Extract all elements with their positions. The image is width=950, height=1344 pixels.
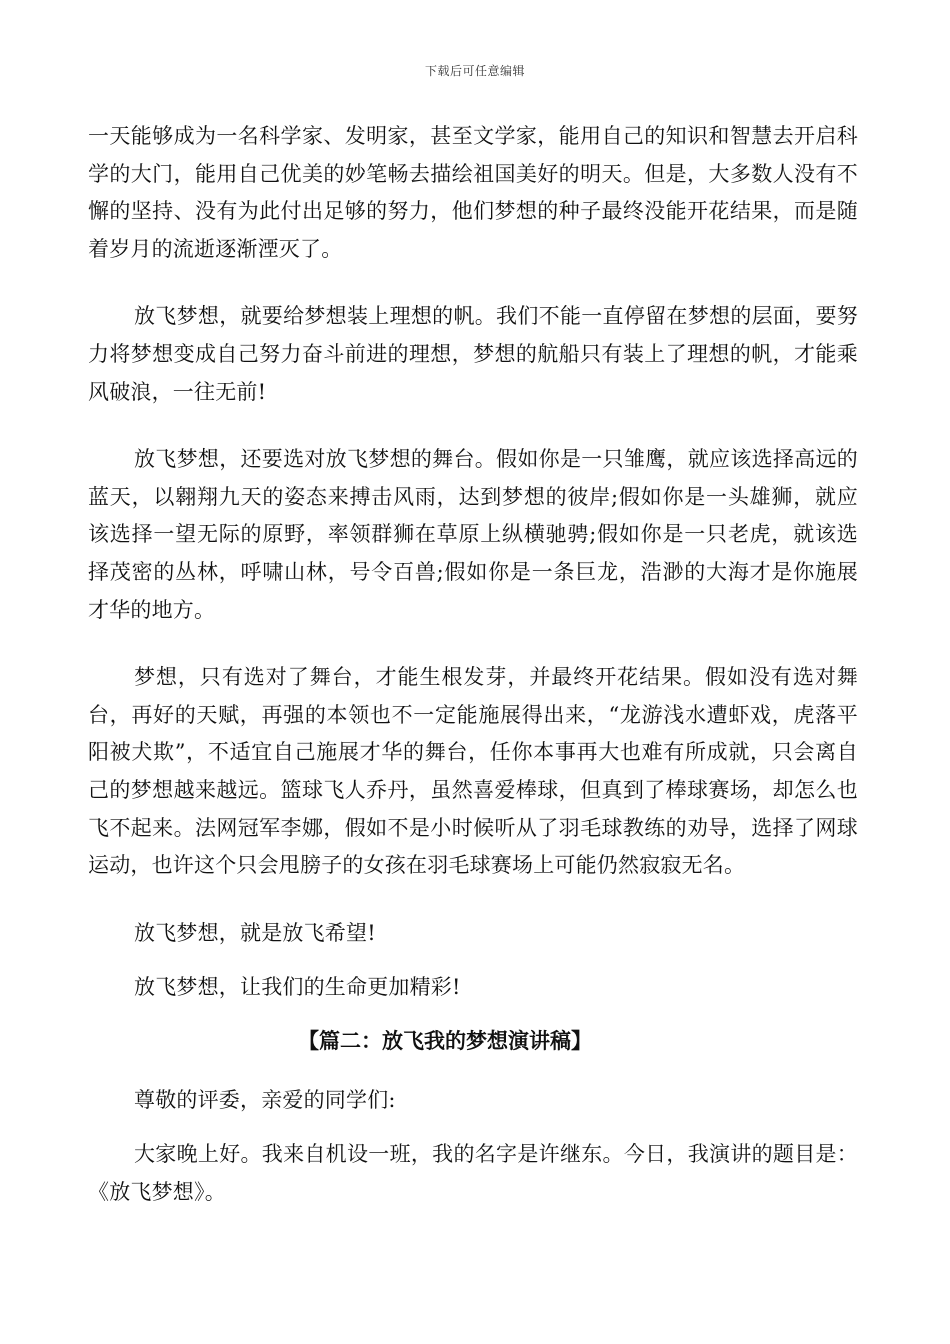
salutation: 尊敬的评委，亲爱的同学们: bbox=[134, 1087, 396, 1112]
paragraph-4: 梦想，只有选对了舞台，才能生根发芽，并最终开花结果。假如没有选对舞台，再好的天赋，再强的本领也不一定能施展得出来，“龙游浅水遭虾戏，虎落平阳被犬欺”，不适宜自己施展才华的舞台，任你本事再大也难有所成就，只会离自己的梦想越来越远。篮球飞人乔丹，虽然喜爱棒球，但真到了棒球赛场，却怎么也飞不起来。法网冠军李娜，假如不是小时候听从了羽毛球教练的劝导，选择了网球运动，也许这个只会甩膀子的女孩在羽毛球赛场上可能仍然寂寂无名。 bbox=[88, 665, 858, 878]
speech-intro: 大家晚上好。我来自机设一班，我的名字是许继东。今日，我演讲的题目是：《放飞梦想》。 bbox=[88, 1142, 858, 1205]
paragraph-6: 放飞梦想，让我们的生命更加精彩! bbox=[134, 975, 461, 1000]
paragraph-2: 放飞梦想，就要给梦想装上理想的帆。我们不能一直停留在梦想的层面，要努力将梦想变成自己努力奋斗前进的理想，梦想的航船只有装上了理想的帆，才能乘风破浪，一往无前! bbox=[88, 304, 858, 404]
document-body bbox=[88, 118, 858, 1242]
section-title: 【篇二：放飞我的梦想演讲稿】 bbox=[298, 1028, 592, 1053]
page-header: 下载后可任意编辑 bbox=[424, 64, 525, 78]
paragraph-3: 放飞梦想，还要选对放飞梦想的舞台。假如你是一只雏鹰，就应该选择高远的蓝天，以翱翔九天的姿态来搏击风雨，达到梦想的彼岸;假如你是一头雄狮，就应该选择一望无际的原野，率领群狮在草原上纵横驰骋;假如你是一只老虎，就该选择茂密的丛林，呼啸山林，号令百兽;假如你是一条巨龙，浩渺的大海才是你施展才华的地方。 bbox=[88, 447, 858, 622]
paragraph-1: 一天能够成为一名科学家、发明家，甚至文学家，能用自己的知识和智慧去开启科学的大门，能用自己优美的妙笔畅去描绘祖国美好的明天。但是，大多数人没有不懈的坚持、没有为此付出足够的努力，他们梦想的种子最终没能开花结果，而是随着岁月的流逝逐渐湮灭了。 bbox=[88, 124, 858, 261]
paragraph-5: 放飞梦想，就是放飞希望! bbox=[134, 920, 376, 945]
